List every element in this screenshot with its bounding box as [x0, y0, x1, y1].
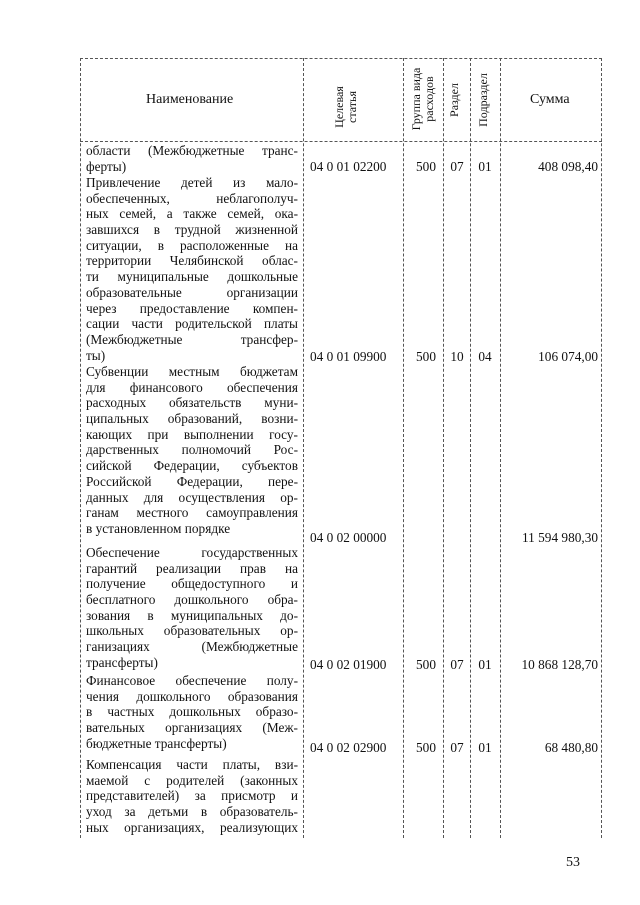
row-2-name: Привлечение детей из мало- обеспеченных, неблагополуч- ных семей, а также семей, ока- завшихся в трудной жизненной ситуации, в расположенные на территории Челябинской облас- ти муниципальные дошкольные образовательные организации через предоставление компен- сации части родительской платы (Межбюджетные трансфер- ты): [86, 175, 298, 363]
column-divider-name: [303, 58, 304, 838]
table-top-border: [80, 58, 602, 59]
row-2-code: 04 0 01 09900: [310, 349, 387, 364]
header-name: Наименование: [146, 92, 234, 107]
column-divider-section: [470, 58, 471, 838]
row-4-group: 500: [416, 657, 436, 672]
header-sum: Сумма: [530, 92, 570, 107]
row-3-code: 04 0 02 00000: [310, 530, 387, 545]
header-subsection: Подраздел: [476, 73, 490, 127]
header-expense-group: Группа вида расходов: [409, 67, 436, 131]
row-1-sum: 408 098,40: [538, 159, 598, 174]
row-4-code: 04 0 02 01900: [310, 657, 387, 672]
row-1-code: 04 0 01 02200: [310, 159, 387, 174]
header-bottom-border: [80, 141, 602, 142]
row-1-group: 500: [416, 159, 436, 174]
row-5-name: Финансовое обеспечение полу- чения дошкольного образования в частных дошкольных образо- вательных организациях (Меж- бюджетные трансферты): [86, 673, 298, 751]
row-4-section: 07: [450, 657, 464, 672]
row-3-sum: 11 594 980,30: [522, 530, 598, 545]
column-divider-group: [443, 58, 444, 838]
row-3-name: Субвенции местным бюджетам для финансового обеспечения расходных обязательств муни- ципальных образований, возни- кающих при выполнении госу- дарственных полномочий Рос- сийской Федерации, субъектов Российской Федерации, пере- данных для осуществления ор- ганам местного самоуправления в установленном порядке: [86, 364, 298, 536]
row-1-section: 07: [450, 159, 464, 174]
row-2-group: 500: [416, 349, 436, 364]
table-border-left: [80, 58, 81, 838]
header-target-article: Целевая статья: [332, 86, 359, 128]
row-2-section: 10: [450, 349, 464, 364]
page-number: 53: [566, 855, 580, 870]
row-2-subsection: 04: [478, 349, 492, 364]
column-divider-subsection: [500, 58, 501, 838]
row-5-code: 04 0 02 02900: [310, 740, 387, 755]
row-4-subsection: 01: [478, 657, 492, 672]
row-5-subsection: 01: [478, 740, 492, 755]
row-6-name: Компенсация части платы, взи- маемой с родителей (законных представителей) за присмотр и уход за детьми в образователь- ных организациях, реализующих: [86, 757, 298, 835]
column-divider-code: [403, 58, 404, 838]
header-section: Раздел: [447, 83, 461, 117]
row-5-section: 07: [450, 740, 464, 755]
row-4-sum: 10 868 128,70: [521, 657, 598, 672]
row-5-sum: 68 480,80: [544, 740, 598, 755]
row-1-subsection: 01: [478, 159, 492, 174]
row-5-group: 500: [416, 740, 436, 755]
row-2-sum: 106 074,00: [538, 349, 598, 364]
row-1-name: области (Межбюджетные транс- ферты): [86, 143, 298, 174]
row-4-name: Обеспечение государственных гарантий реализации прав на получение общедоступного и бесплатного дошкольного обра- зования в муниципальных до- школьных образовательных ор- ганизациях (Межбюджетные трансферты): [86, 545, 298, 670]
table-border-right: [601, 58, 602, 838]
